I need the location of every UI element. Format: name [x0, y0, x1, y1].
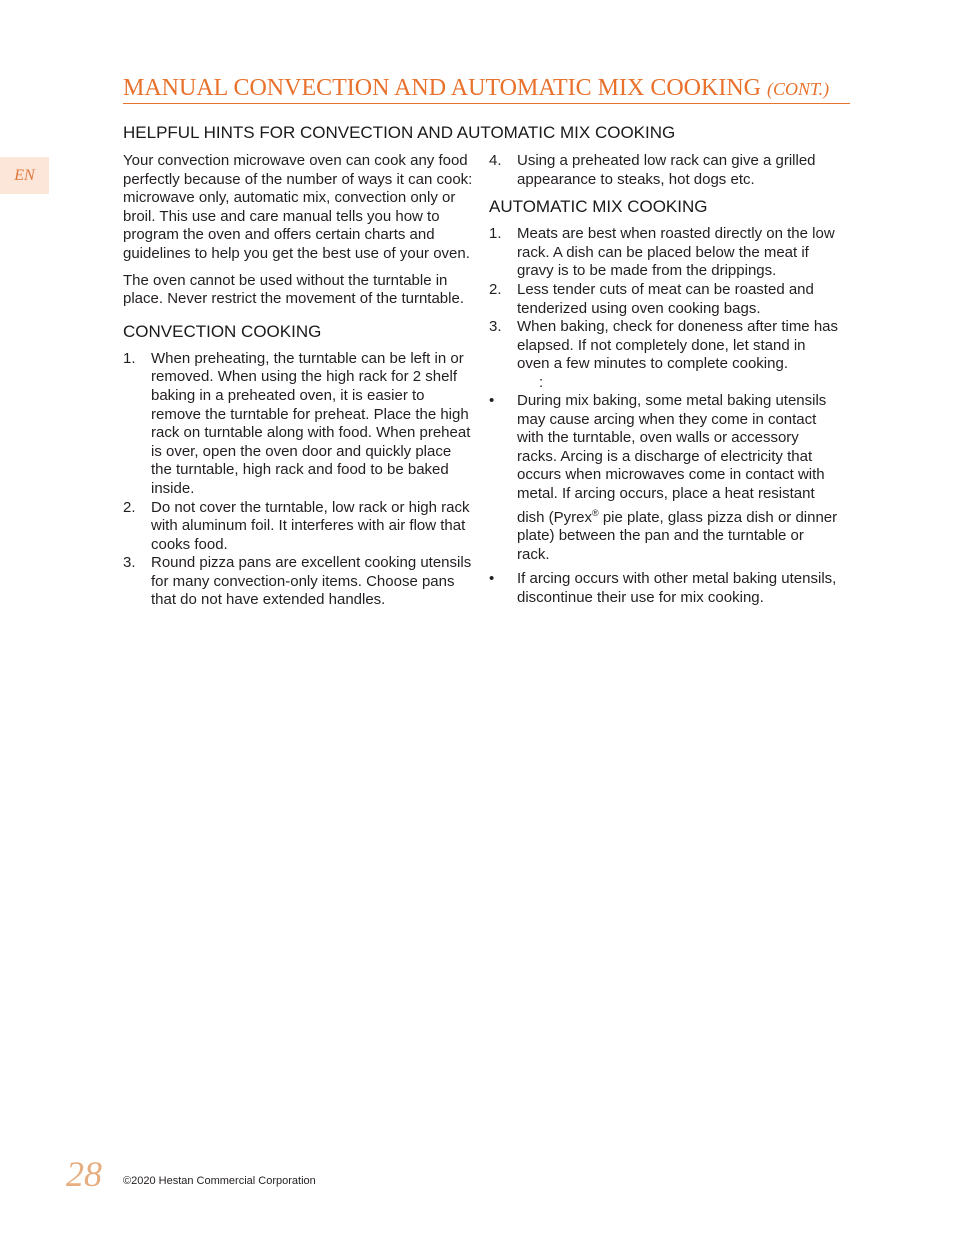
list-item-text: Meats are best when roasted directly on the low rack. A dish can be placed below the meat if gravy is to be made from the drippings.: [517, 225, 835, 280]
list-item: [489, 318, 839, 374]
list-item: [489, 152, 839, 189]
list-item: [489, 570, 839, 607]
list-item: [489, 392, 839, 564]
title-divider: [123, 103, 850, 104]
convection-cooking-heading: CONVECTION COOKING: [123, 321, 322, 341]
list-item: [123, 350, 473, 499]
convection-cooking-list-continued: [489, 152, 839, 189]
list-item-number: 3.: [489, 318, 502, 336]
list-item-number: 2.: [123, 498, 136, 516]
list-item-text: Do not cover the turntable, low rack or high rack with aluminum foil. It interferes with air flow that cooks food.: [151, 498, 470, 553]
list-item-number: 1.: [123, 349, 136, 367]
page-number: 28: [66, 1154, 102, 1194]
list-item-text: Using a preheated low rack can give a grilled appearance to steaks, hot dogs etc.: [517, 152, 816, 188]
arcing-notes-list: [489, 392, 839, 608]
list-item-number: 1.: [489, 225, 502, 243]
intro-paragraph-1: Your convection microwave oven can cook any food perfectly because of the number of ways it can cook: microwave only, automatic mix, convection only or broil. This use and care manual tells you how to program the oven and offers certain charts and guidelines to help you get the best use of your oven.: [123, 152, 473, 262]
list-item-number: 2.: [489, 280, 502, 298]
page-title-main: MANUAL CONVECTION AND AUTOMATIC MIX COOKING: [123, 75, 761, 101]
list-item: [489, 281, 839, 318]
arcing-note-text-end: pie plate, glass pizza dish or dinner plate) between the pan and the turntable or rack.: [517, 508, 838, 563]
list-item-text: If arcing occurs with other metal baking utensils, discontinue their use for mix cooking.: [517, 570, 837, 606]
automatic-mix-cooking-list: [489, 225, 839, 374]
left-column: [123, 152, 473, 610]
bullet-marker: •: [489, 570, 495, 588]
list-item: [489, 225, 839, 281]
language-tab-label: EN: [14, 166, 35, 184]
page-title-cont: (CONT.): [767, 79, 830, 99]
list-item: [123, 499, 473, 555]
language-tab: [0, 157, 49, 194]
intro-paragraph-2: The oven cannot be used without the turntable in place. Never restrict the movement of the turntable.: [123, 271, 464, 308]
convection-cooking-list: [123, 350, 473, 610]
list-item-text: When preheating, the turntable can be left in or removed. When using the high rack for 2 shelf baking in a preheated oven, it is easier to remove the turntable for preheat. Place the high rack on turntable along with food. When preheat is over, open the oven door and quickly place the turntable, high rack and food to be baked inside.: [151, 349, 471, 497]
note-colon: :: [539, 373, 544, 391]
list-item: [123, 554, 473, 610]
automatic-mix-cooking-heading: AUTOMATIC MIX COOKING: [489, 197, 708, 217]
right-column: [489, 152, 839, 613]
page-title: [123, 72, 883, 105]
list-item-text: [517, 392, 839, 564]
list-item-number: 3.: [123, 554, 136, 572]
section-heading: HELPFUL HINTS FOR CONVECTION AND AUTOMATIC MIX COOKING: [123, 123, 676, 142]
list-item-number: 4.: [489, 152, 502, 169]
copyright-notice: ©2020 Hestan Commercial Corporation: [123, 1175, 316, 1187]
list-item-text: Round pizza pans are excellent cooking utensils for many convection-only items. Choose pans that do not have extended handles.: [151, 554, 472, 609]
list-item-text: Less tender cuts of meat can be roasted and tenderized using oven cooking bags.: [517, 280, 814, 317]
arcing-note-text-start: During mix baking, some metal baking utensils may cause arcing when they come in contact with the turntable, oven walls or accessory racks. Arcing is a discharge of electricity that occurs when microwaves come in contact with metal. If arcing occurs, place a heat resistant dish (Pyrex: [517, 391, 827, 526]
registered-mark: ®: [592, 507, 599, 518]
bullet-marker: •: [489, 391, 495, 409]
list-item-text: When baking, check for doneness after time has elapsed. If not completely done, let stand in oven a few minutes to complete cooking.: [517, 318, 839, 373]
